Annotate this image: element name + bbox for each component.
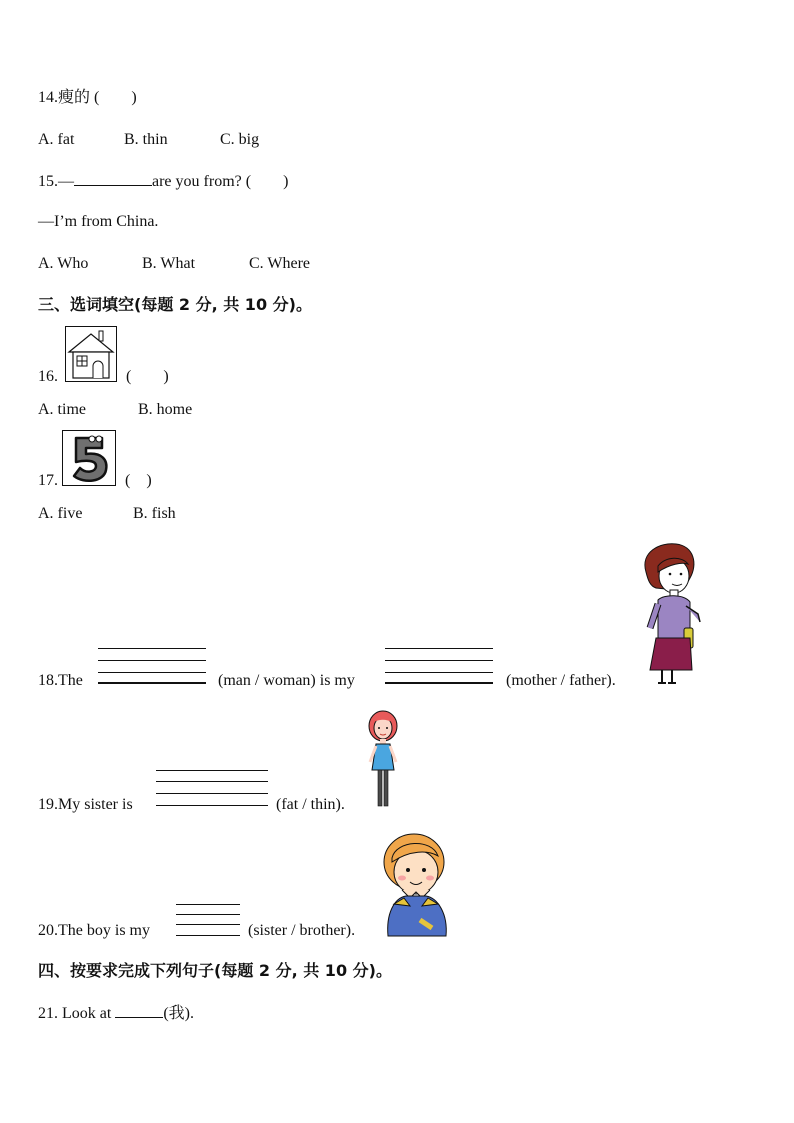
q19-prefix: 19.My sister is xyxy=(38,796,133,813)
q15-stem xyxy=(38,171,288,192)
q15-option-c: C. Where xyxy=(249,255,311,272)
q18-suffix: (mother / father). xyxy=(506,672,616,689)
q18-prefix: 18.The xyxy=(38,672,83,689)
q15-option-a: A. Who xyxy=(38,255,89,272)
q17-answer-paren[interactable]: ( ) xyxy=(125,472,152,489)
q14-options xyxy=(38,130,259,150)
q15-option-b: B. What xyxy=(142,255,196,272)
q20-prefix: 20.The boy is my xyxy=(38,922,150,939)
q14-stem: 14.瘦的 ( ) xyxy=(38,89,137,106)
q16-answer-paren[interactable]: ( ) xyxy=(126,368,169,385)
q17-options xyxy=(38,504,176,524)
q15-answer-blank[interactable] xyxy=(74,171,152,186)
q17-option-a: A. five xyxy=(38,505,83,522)
section3-title: 三、选词填空(每题 2 分, 共 10 分)。 xyxy=(38,295,312,314)
q20-suffix: (sister / brother). xyxy=(248,922,356,939)
q21 xyxy=(38,1003,194,1024)
q19-answer-lines[interactable] xyxy=(156,768,268,808)
boy-illustration xyxy=(380,832,452,938)
q15-stem-suffix: are you from? ( ) xyxy=(152,173,289,190)
woman-illustration xyxy=(636,542,706,687)
q18-answer-lines-2[interactable] xyxy=(385,646,493,686)
q16-options xyxy=(38,400,192,420)
q17-number: 17. xyxy=(38,472,58,489)
q15-reply: —I’m from China. xyxy=(38,213,159,230)
q21-answer-blank[interactable] xyxy=(115,1003,163,1018)
q21-prefix: 21. Look at xyxy=(38,1005,112,1022)
q20-answer-lines[interactable] xyxy=(176,902,240,938)
number-five-icon xyxy=(62,430,116,486)
q21-suffix: (我). xyxy=(163,1005,194,1022)
q18-answer-lines-1[interactable] xyxy=(98,646,206,686)
q16-option-b: B. home xyxy=(138,401,193,418)
q14-option-a: A. fat xyxy=(38,131,75,148)
q14-option-c: C. big xyxy=(220,131,260,148)
q17-option-b: B. fish xyxy=(133,505,176,522)
q16-option-a: A. time xyxy=(38,401,86,418)
q19-suffix: (fat / thin). xyxy=(276,796,345,813)
girl-illustration xyxy=(366,710,400,810)
section4-title: 四、按要求完成下列句子(每题 2 分, 共 10 分)。 xyxy=(38,961,392,980)
q15-stem-prefix: 15.— xyxy=(38,173,74,190)
q15-options xyxy=(38,254,310,274)
q14-option-b: B. thin xyxy=(124,131,168,148)
q18-middle: (man / woman) is my xyxy=(218,672,355,689)
house-icon xyxy=(65,326,117,382)
q16-number: 16. xyxy=(38,368,58,385)
